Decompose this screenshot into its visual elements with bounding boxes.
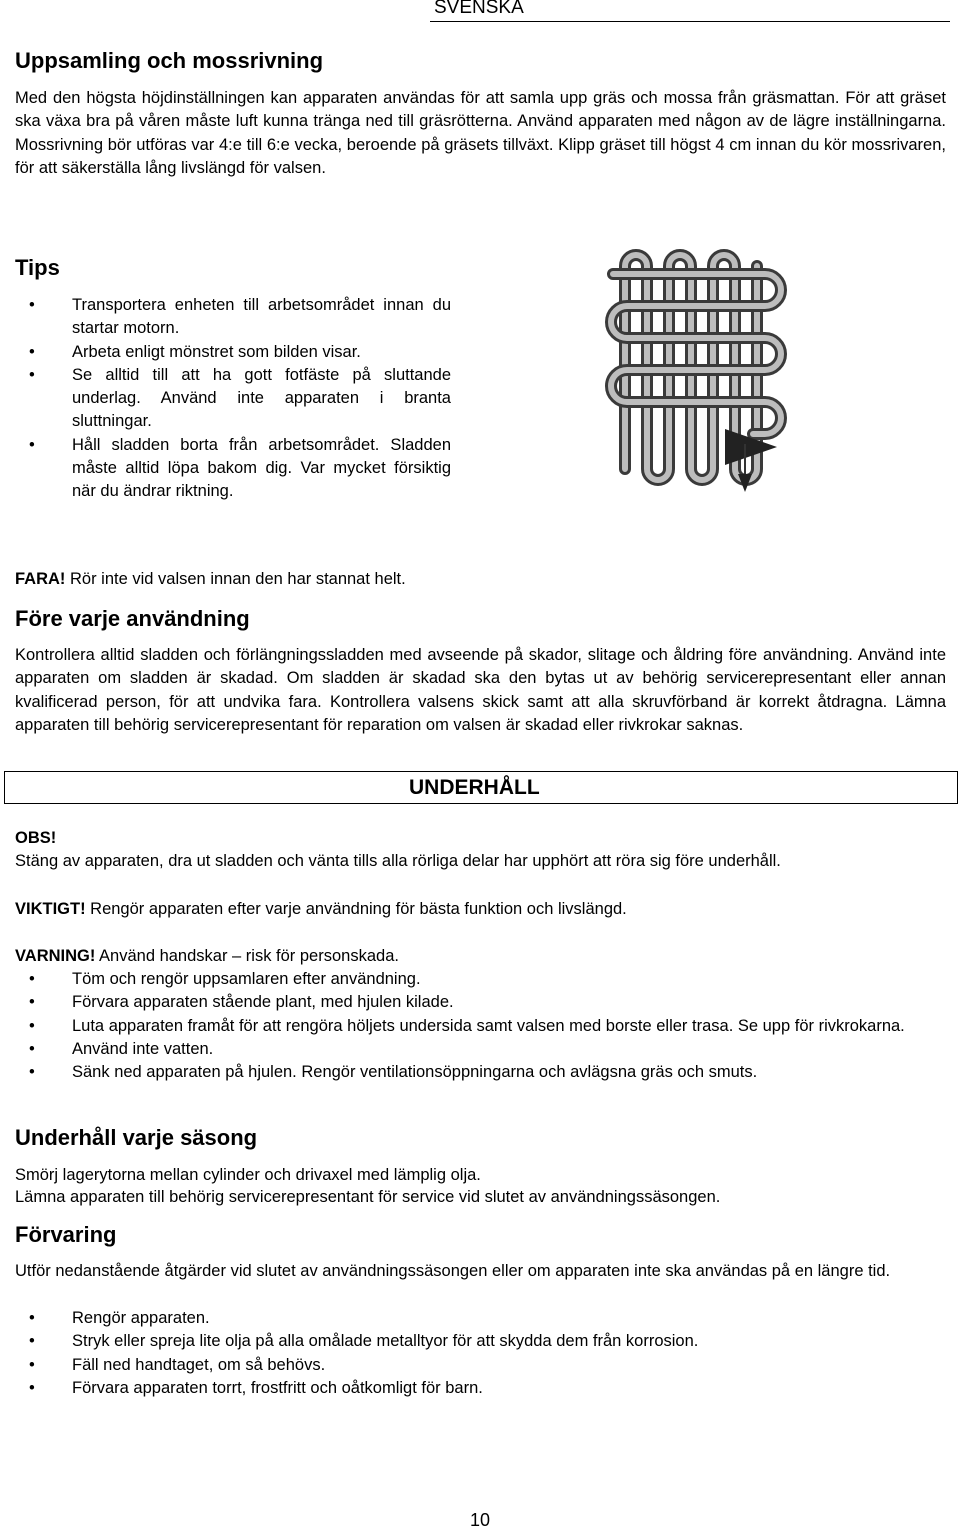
- list-item: • Rengör apparaten.: [15, 1307, 946, 1330]
- tips-list: [15, 294, 451, 504]
- storage-list: [15, 1307, 946, 1400]
- season-line-2: Lämna apparaten till behörig servicerepresentant för service vid slutet av användningssäsongen.: [15, 1188, 721, 1206]
- list-item: • Transportera enheten till arbetsområdet innan du startar motorn.: [29, 296, 451, 338]
- bullet-icon: •: [29, 993, 35, 1012]
- list-item: • Sänk ned apparaten på hjulen. Rengör ventilationsöppningarna och avlägsna gräs och smuts.: [15, 1061, 946, 1084]
- mowing-pattern-diagram: [605, 244, 795, 494]
- bullet-icon: •: [29, 1039, 35, 1058]
- page-number: 10: [470, 1510, 491, 1530]
- fara-notice: FARA! Rör inte vid valsen innan den har stannat helt.: [15, 570, 406, 588]
- bullet-icon: •: [29, 435, 35, 454]
- section-body-collection: Med den högsta höjdinställningen kan apparaten användas för att samla upp gräs och mossa från gräsmattan. För att gräset ska växa bra på våren måste luft kunna tränga ned till gräsrötterna. Använd apparaten med någon av de lägre inställningarna. Mossrivning bör utföras var 4:e till 6:e vecka, beroende på gräsets tillväxt. Klipp gräset till högst 4 cm innan du kör mossrivaren, för att säkerställa lång livslängd för valsen.: [15, 89, 946, 177]
- obs-text: Stäng av apparaten, dra ut sladden och vänta tills alla rörliga delar har upphört att röra sig före underhåll.: [15, 852, 781, 870]
- bullet-icon: •: [29, 1355, 35, 1374]
- bullet-icon: •: [29, 296, 35, 314]
- list-item: • Arbeta enligt mönstret som bilden visar.: [15, 341, 451, 364]
- bullet-icon: •: [29, 1063, 35, 1082]
- list-item: • Använd inte vatten.: [15, 1038, 946, 1061]
- bullet-icon: •: [29, 342, 35, 361]
- header-rule: [430, 21, 950, 22]
- list-item: • Se alltid till att ha gott fotfäste på sluttande underlag. Använd inte apparaten i branta sluttningar.: [29, 365, 451, 431]
- obs-label: OBS!: [15, 829, 57, 847]
- list-item: • Fäll ned handtaget, om så behövs.: [15, 1354, 946, 1377]
- viktigt-notice: VIKTIGT! Rengör apparaten efter varje användning för bästa funktion och livslängd.: [15, 900, 627, 918]
- maintenance-banner: [4, 771, 958, 804]
- list-item: • Luta apparaten framåt för att rengöra höljets undersida samt valsen med borste eller trasa. Se upp för rivkrokarna.: [15, 1015, 946, 1038]
- list-item: • Förvara apparaten stående plant, med hjulen kilade.: [15, 991, 946, 1014]
- section-title-season: Underhåll varje säsong: [15, 1125, 258, 1150]
- list-item: • Håll sladden borta från arbetsområdet. Sladden måste alltid löpa bakom dig. Var mycket försiktig när du ändrar riktning.: [29, 435, 451, 501]
- bullet-icon: •: [29, 1309, 35, 1327]
- tips-title: Tips: [15, 255, 60, 280]
- section-title-collection: Uppsamling och mossrivning: [15, 48, 324, 73]
- section-title-before-use: Före varje användning: [15, 606, 250, 631]
- list-item: • Stryk eller spreja lite olja på alla omålade metalltyor för att skydda dem från korrosion.: [15, 1330, 946, 1353]
- varning-notice: VARNING! Använd handskar – risk för personskada.: [15, 947, 399, 965]
- list-item: • Töm och rengör uppsamlaren efter användning.: [15, 968, 946, 991]
- section-body-before-use: Kontrollera alltid sladden och förlängningssladden med avseende på skador, slitage och åldring före användning. Använd inte apparaten om sladden är skadad. Om sladden är skadad ska den bytas ut av behörig servicerepresentant eller annan kvalificerad person, för att undvika fara. Kontrollera valsens skick samt att alla skruvförband är korrekt åtdragna. Lämna apparaten till behörig servicerepresentant för reparation om valsen är skadad eller rivkrokar saknas.: [15, 646, 946, 734]
- maintenance-list: [15, 968, 946, 1084]
- maintenance-title: UNDERHÅLL: [409, 776, 540, 799]
- list-item: • Förvara apparaten torrt, frostfritt och oåtkomligt för barn.: [15, 1377, 946, 1400]
- bullet-icon: •: [29, 1378, 35, 1397]
- bullet-icon: •: [29, 1332, 35, 1351]
- bullet-icon: •: [29, 970, 35, 988]
- bullet-icon: •: [29, 365, 35, 384]
- bullet-icon: •: [29, 1016, 35, 1035]
- season-line-1: Smörj lagerytorna mellan cylinder och drivaxel med lämplig olja.: [15, 1166, 481, 1184]
- header-language: SVENSKA: [434, 0, 524, 18]
- section-title-storage: Förvaring: [15, 1222, 117, 1247]
- storage-body: Utför nedanstående åtgärder vid slutet av användningssäsongen eller om apparaten inte ska användas på en längre tid.: [15, 1262, 891, 1280]
